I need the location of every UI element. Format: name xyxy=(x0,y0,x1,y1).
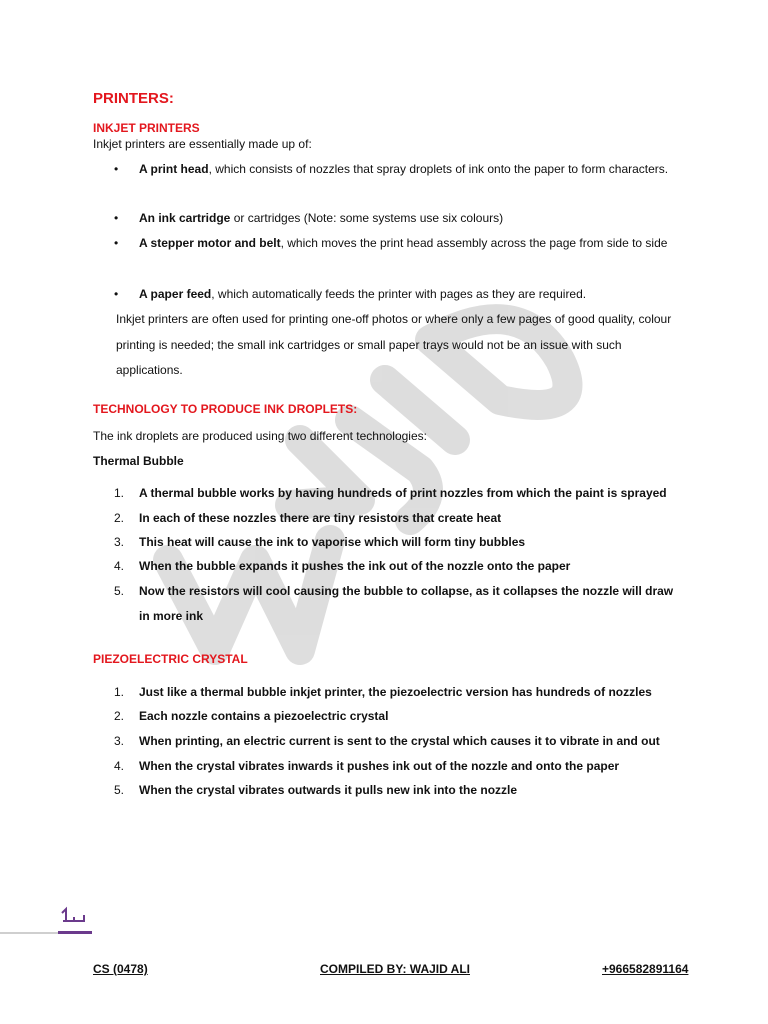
list-item-text: This heat will cause the ink to vaporise which will form tiny bubbles xyxy=(139,535,526,549)
bullet-icon: • xyxy=(114,287,119,301)
bullet-icon: • xyxy=(114,236,119,250)
list-item: 1. A thermal bubble works by having hundreds of print nozzles from which the paint is sprayed xyxy=(114,486,667,500)
bullet-text: , which automatically feeds the printer with pages as they are required. xyxy=(211,287,587,301)
thermal-bubble-subheading: Thermal Bubble xyxy=(93,454,184,468)
list-item xyxy=(114,231,679,256)
list-item-text: When the crystal vibrates outwards it pulls new ink into the nozzle xyxy=(139,783,518,797)
list-item-text: When printing, an electric current is sent to the crystal which causes it to vibrate in and out xyxy=(139,734,660,748)
list-item: 4. When the crystal vibrates inwards it pushes ink out of the nozzle and onto the paper xyxy=(114,759,620,773)
page-title: PRINTERS: xyxy=(93,90,174,107)
list-item: 4. When the bubble expands it pushes the ink out of the nozzle onto the paper xyxy=(114,559,571,573)
list-item-text: When the bubble expands it pushes the ink out of the nozzle onto the paper xyxy=(139,559,571,573)
bullet-term: A print head xyxy=(139,162,209,176)
footer-rule-accent xyxy=(58,931,92,934)
inkjet-intro: Inkjet printers are essentially made up of: xyxy=(93,137,312,151)
page-number xyxy=(60,905,86,930)
list-item-text: Each nozzle contains a piezoelectric crystal xyxy=(139,709,389,723)
list-item-text: In each of these nozzles there are tiny resistors that create heat xyxy=(139,511,502,525)
list-item-text: Now the resistors will cool causing the bubble to collapse, as it collapses the nozzle will draw in more ink xyxy=(139,584,674,623)
list-item: 3. This heat will cause the ink to vaporise which will form tiny bubbles xyxy=(114,535,526,549)
list-item: 5. Now the resistors will cool causing the bubble to collapse, as it collapses the nozzle will draw in more ink xyxy=(114,584,674,623)
list-item xyxy=(114,157,679,182)
list-item: 2. Each nozzle contains a piezoelectric crystal xyxy=(114,709,389,723)
technology-intro: The ink droplets are produced using two different technologies: xyxy=(93,429,427,443)
bullet-term: An ink cartridge xyxy=(139,211,231,225)
inkjet-heading: INKJET PRINTERS xyxy=(93,121,200,135)
technology-heading: TECHNOLOGY TO PRODUCE INK DROPLETS: xyxy=(93,402,358,416)
piezo-heading: PIEZOELECTRIC CRYSTAL xyxy=(93,652,248,666)
list-item: 1. Just like a thermal bubble inkjet printer, the piezoelectric version has hundreds of nozzles xyxy=(114,685,652,699)
page-number-glyph xyxy=(60,905,86,925)
footer-phone: +966582891164 xyxy=(602,962,689,976)
list-item: 2. In each of these nozzles there are tiny resistors that create heat xyxy=(114,511,502,525)
inkjet-paragraph: Inkjet printers are often used for printing one-off photos or where only a few pages of good quality, colour printing is needed; the small ink cartridges or small paper trays would not be an issue with such applications. xyxy=(116,312,672,377)
bullet-term: A stepper motor and belt xyxy=(139,236,281,250)
footer-course-code: CS (0478) xyxy=(93,962,148,976)
list-item: 3. When printing, an electric current is sent to the crystal which causes it to vibrate in and out xyxy=(114,734,660,748)
bullet-text: or cartridges (Note: some systems use six colours) xyxy=(230,211,504,225)
list-item-text: When the crystal vibrates inwards it pushes ink out of the nozzle and onto the paper xyxy=(139,759,620,773)
footer-compiled-by: COMPILED BY: WAJID ALI xyxy=(320,962,470,976)
list-item-text: Just like a thermal bubble inkjet printer, the piezoelectric version has hundreds of nozzles xyxy=(139,685,652,699)
bullet-text: , which moves the print head assembly across the page from side to side xyxy=(280,236,668,250)
list-item: 5. When the crystal vibrates outwards it pulls new ink into the nozzle xyxy=(114,783,518,797)
list-item xyxy=(114,206,679,231)
bullet-icon: • xyxy=(114,162,119,176)
list-item xyxy=(114,282,679,307)
list-item-text: A thermal bubble works by having hundreds of print nozzles from which the paint is sprayed xyxy=(139,486,667,500)
bullet-icon: • xyxy=(114,211,119,225)
bullet-text: , which consists of nozzles that spray droplets of ink onto the paper to form characters. xyxy=(208,162,669,176)
bullet-term: A paper feed xyxy=(139,287,212,301)
